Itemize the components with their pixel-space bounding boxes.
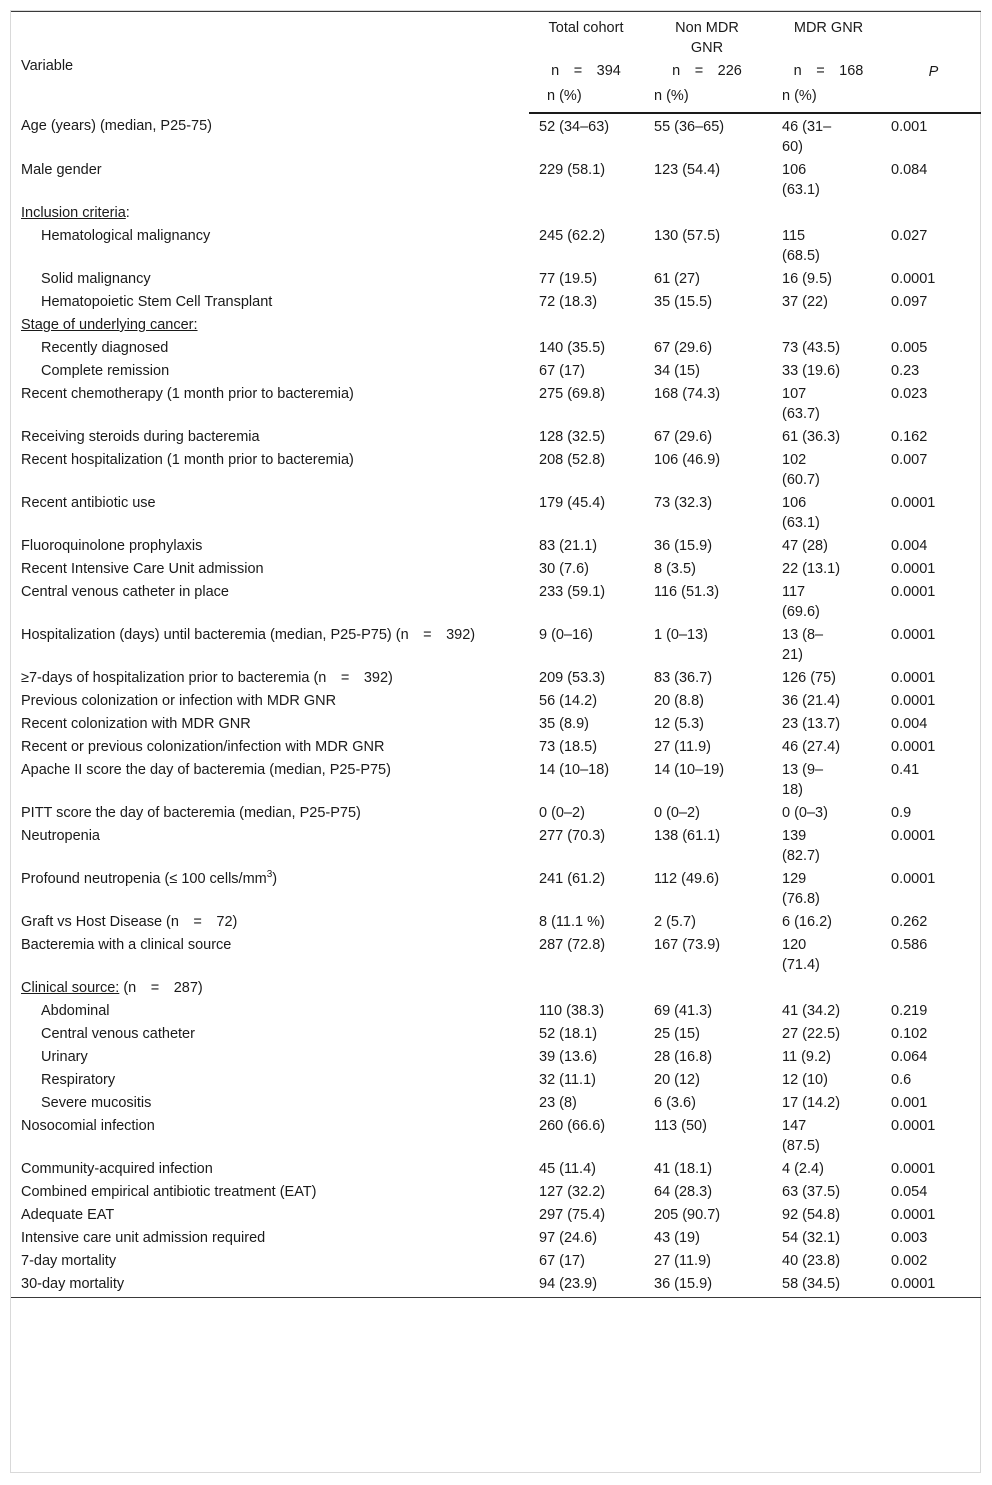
- p-value: 0.262: [891, 914, 928, 930]
- mdr-value: 47 (28): [782, 538, 828, 554]
- variable-text: Previous colonization or infection with MDR GNR: [21, 693, 337, 709]
- variable-label: [11, 736, 529, 759]
- non-mdr-value: 130 (57.5): [654, 228, 721, 244]
- variable-label: [11, 383, 529, 426]
- total-cohort-value: 287 (72.8): [539, 937, 606, 953]
- table-row: [11, 383, 981, 426]
- table-row: [11, 581, 981, 624]
- variable-label: [11, 159, 529, 202]
- header-unit-mdr: n (%): [771, 86, 886, 113]
- table-header: [11, 12, 981, 114]
- table-row: [11, 268, 981, 291]
- header-unit-non-mdr: n (%): [643, 86, 771, 113]
- variable-label: [11, 759, 529, 802]
- p-value: 0.0001: [891, 1161, 936, 1177]
- non-mdr-value: 0 (0–2): [654, 805, 700, 821]
- total-cohort-value: 52 (18.1): [539, 1026, 598, 1042]
- total-cohort-value: 56 (14.2): [539, 693, 598, 709]
- non-mdr-value: 116 (51.3): [654, 584, 720, 600]
- variable-label: [11, 1250, 529, 1273]
- variable-label: [11, 1204, 529, 1227]
- variable-text: Community-acquired infection: [21, 1161, 213, 1177]
- p-value: 0.0001: [891, 495, 936, 511]
- variable-text: Abdominal: [41, 1003, 110, 1019]
- section-title: Stage of underlying cancer:: [21, 317, 198, 333]
- variable-label: [11, 449, 529, 492]
- p-value: 0.023: [891, 386, 928, 402]
- total-cohort-value: 14 (10–18): [539, 762, 610, 778]
- mdr-value: 46 (31–60): [782, 119, 832, 155]
- variable-text: Recently diagnosed: [41, 340, 169, 356]
- variable-label: [11, 535, 529, 558]
- mdr-value: 106 (63.1): [782, 495, 820, 531]
- mdr-value: 115 (68.5): [782, 228, 820, 264]
- header-n-total: n = 394: [551, 63, 621, 79]
- table-row: [11, 426, 981, 449]
- table-row: [11, 825, 981, 868]
- p-value: 0.004: [891, 716, 928, 732]
- p-value: 0.41: [891, 762, 920, 778]
- superscript: 3: [266, 869, 273, 881]
- variable-text: Recent chemotherapy (1 month prior to bacteremia): [21, 386, 354, 402]
- non-mdr-value: 67 (29.6): [654, 429, 713, 445]
- p-value: 0.007: [891, 452, 928, 468]
- total-cohort-value: 229 (58.1): [539, 162, 606, 178]
- mdr-value: 139 (82.7): [782, 828, 820, 864]
- p-value: 0.005: [891, 340, 928, 356]
- mdr-value: 120 (71.4): [782, 937, 820, 973]
- non-mdr-value: 43 (19): [654, 1230, 700, 1246]
- table-row: [11, 934, 981, 977]
- total-cohort-value: 35 (8.9): [539, 716, 589, 732]
- non-mdr-value: 2 (5.7): [654, 914, 696, 930]
- table-row: [11, 1250, 981, 1273]
- variable-label: [11, 426, 529, 449]
- header-total-cohort: Total cohort: [529, 12, 643, 59]
- table-row: [11, 759, 981, 802]
- total-cohort-value: 72 (18.3): [539, 294, 598, 310]
- table-row: [11, 690, 981, 713]
- header-non-mdr-gnr: [643, 12, 771, 59]
- section-header-row: [11, 202, 981, 225]
- table-row: [11, 736, 981, 759]
- table-row: [11, 337, 981, 360]
- variable-label: [11, 314, 981, 337]
- mdr-value: 73 (43.5): [782, 340, 841, 356]
- section-title: Inclusion criteria: [21, 205, 126, 221]
- variable-label: [11, 1092, 529, 1115]
- variable-text: Neutropenia: [21, 828, 100, 844]
- variable-label: [11, 713, 529, 736]
- mdr-value: 0 (0–3): [782, 805, 828, 821]
- total-cohort-value: 241 (61.2): [539, 871, 606, 887]
- mdr-value: 106 (63.1): [782, 162, 820, 198]
- non-mdr-value: 205 (90.7): [654, 1207, 721, 1223]
- p-value: 0.004: [891, 538, 928, 554]
- mdr-value: 17 (14.2): [782, 1095, 841, 1111]
- table-row: [11, 1227, 981, 1250]
- mdr-value: 58 (34.5): [771, 1273, 886, 1298]
- non-mdr-value: 106 (46.9): [654, 452, 721, 468]
- non-mdr-value: 27 (11.9): [654, 1253, 711, 1269]
- variable-label: [11, 1069, 529, 1092]
- total-cohort-value: 179 (45.4): [539, 495, 606, 511]
- table-row: [11, 911, 981, 934]
- mdr-value: 11 (9.2): [782, 1049, 831, 1065]
- table-row: [11, 535, 981, 558]
- variable-label: [11, 624, 529, 667]
- total-cohort-value: 23 (8): [539, 1095, 577, 1111]
- variable-text: Severe mucositis: [41, 1095, 152, 1111]
- variable-text: Combined empirical antibiotic treatment (EAT): [21, 1184, 317, 1200]
- p-value: 0.0001: [886, 1273, 981, 1298]
- non-mdr-value: 20 (12): [654, 1072, 700, 1088]
- variable-label: [11, 802, 529, 825]
- variable-text: Hospitalization (days) until bacteremia (median, P25-P75) (n = 392): [21, 627, 476, 643]
- cohort-characteristics-table: [11, 11, 981, 1298]
- non-mdr-value: 20 (8.8): [654, 693, 704, 709]
- non-mdr-value: 69 (41.3): [654, 1003, 713, 1019]
- section-title: Clinical source:: [21, 980, 120, 996]
- p-value: 0.0001: [891, 828, 936, 844]
- p-value: 0.23: [891, 363, 920, 379]
- table-body: [11, 113, 981, 1298]
- variable-text: Complete remission: [41, 363, 170, 379]
- total-cohort-value: 9 (0–16): [539, 627, 594, 643]
- variable-label: [11, 1000, 529, 1023]
- mdr-value: 33 (19.6): [782, 363, 841, 379]
- mdr-value: 147 (87.5): [782, 1118, 820, 1154]
- total-cohort-value: 208 (52.8): [539, 452, 606, 468]
- variable-label: [11, 113, 529, 159]
- non-mdr-value: 55 (36–65): [654, 119, 725, 135]
- non-mdr-value: 25 (15): [654, 1026, 700, 1042]
- non-mdr-value: 138 (61.1): [654, 828, 721, 844]
- mdr-value: 27 (22.5): [782, 1026, 841, 1042]
- mdr-value: 107 (63.7): [782, 386, 820, 422]
- table-row: [11, 667, 981, 690]
- non-mdr-value: 113 (50): [654, 1118, 707, 1134]
- table-row: [11, 868, 981, 911]
- table-row: [11, 113, 981, 159]
- p-value: 0.0001: [891, 627, 936, 643]
- mdr-value: 13 (9–18): [782, 762, 824, 798]
- variable-text: Male gender: [21, 162, 102, 178]
- table-row: [11, 558, 981, 581]
- table-row: [11, 624, 981, 667]
- mdr-value: 61 (36.3): [782, 429, 841, 445]
- non-mdr-value: 123 (54.4): [654, 162, 721, 178]
- non-mdr-value: 8 (3.5): [654, 561, 696, 577]
- table-row: [11, 492, 981, 535]
- variable-label: [11, 558, 529, 581]
- total-cohort-value: 30 (7.6): [539, 561, 589, 577]
- non-mdr-value: 67 (29.6): [654, 340, 713, 356]
- total-cohort-value: 128 (32.5): [539, 429, 606, 445]
- total-cohort-value: 52 (34–63): [539, 119, 610, 135]
- header-non-mdr-gnr-text: Non MDR GNR: [675, 20, 739, 56]
- mdr-value: 16 (9.5): [782, 271, 832, 287]
- non-mdr-value: 83 (36.7): [654, 670, 713, 686]
- non-mdr-value: 168 (74.3): [654, 386, 721, 402]
- mdr-value: 6 (16.2): [782, 914, 832, 930]
- header-p-text: P: [928, 64, 939, 80]
- total-cohort-value: 260 (66.6): [539, 1118, 606, 1134]
- variable-text: ≥7-days of hospitalization prior to bacteremia (n = 392): [21, 670, 393, 686]
- non-mdr-value: 61 (27): [654, 271, 700, 287]
- p-value: 0.003: [891, 1230, 928, 1246]
- total-cohort-value: 32 (11.1): [539, 1072, 596, 1088]
- label-suffix: (n = 287): [119, 980, 203, 996]
- table-row: [11, 159, 981, 202]
- p-value: 0.586: [891, 937, 928, 953]
- variable-text: Profound neutropenia (≤ 100 cells/mm: [21, 871, 267, 887]
- mdr-value: 40 (23.8): [782, 1253, 841, 1269]
- table-row: [11, 802, 981, 825]
- total-cohort-value: 45 (11.4): [539, 1161, 596, 1177]
- table-row: [11, 1204, 981, 1227]
- variable-text: Receiving steroids during bacteremia: [21, 429, 260, 445]
- p-value: 0.027: [891, 228, 928, 244]
- table-row: [11, 225, 981, 268]
- non-mdr-value: 41 (18.1): [654, 1161, 713, 1177]
- p-value: 0.054: [891, 1184, 928, 1200]
- p-value: 0.064: [891, 1049, 928, 1065]
- header-unit-total: n (%): [529, 86, 643, 113]
- variable-text: Solid malignancy: [41, 271, 151, 287]
- table-row: [11, 1115, 981, 1158]
- table-row: [11, 1000, 981, 1023]
- mdr-value: 37 (22): [782, 294, 828, 310]
- variable-text: Adequate EAT: [21, 1207, 115, 1223]
- mdr-value: 23 (13.7): [782, 716, 841, 732]
- variable-label: [11, 934, 529, 977]
- mdr-value: 4 (2.4): [782, 1161, 824, 1177]
- table-row: [11, 713, 981, 736]
- total-cohort-value: 67 (17): [539, 1253, 585, 1269]
- mdr-value: 63 (37.5): [782, 1184, 841, 1200]
- total-cohort-value: 97 (24.6): [539, 1230, 598, 1246]
- variable-label: [11, 492, 529, 535]
- total-cohort-value: 127 (32.2): [539, 1184, 606, 1200]
- variable-text: Fluoroquinolone prophylaxis: [21, 538, 203, 554]
- variable-text: Hematological malignancy: [41, 228, 211, 244]
- label-suffix: :: [125, 205, 130, 221]
- p-value: 0.001: [891, 119, 928, 135]
- variable-text: Recent colonization with MDR GNR: [21, 716, 251, 732]
- mdr-value: 12 (10): [782, 1072, 828, 1088]
- section-header-row: [11, 314, 981, 337]
- mdr-value: 41 (34.2): [782, 1003, 841, 1019]
- total-cohort-value: 233 (59.1): [539, 584, 606, 600]
- table-row: [11, 1273, 981, 1298]
- variable-text: Bacteremia with a clinical source: [21, 937, 232, 953]
- p-value: 0.097: [891, 294, 928, 310]
- variable-label: [11, 868, 529, 911]
- variable-text: Intensive care unit admission required: [21, 1230, 266, 1246]
- variable-label: [11, 225, 529, 268]
- variable-label: [11, 1158, 529, 1181]
- non-mdr-value: 27 (11.9): [654, 739, 711, 755]
- total-cohort-value: 39 (13.6): [539, 1049, 598, 1065]
- label-suffix: ): [272, 871, 278, 887]
- total-cohort-value: 275 (69.8): [539, 386, 606, 402]
- variable-text: 7-day mortality: [21, 1253, 117, 1269]
- header-p-value: [886, 12, 981, 87]
- variable-label: [11, 977, 981, 1000]
- p-value: 0.0001: [891, 561, 936, 577]
- p-value: 0.219: [891, 1003, 928, 1019]
- non-mdr-value: 35 (15.5): [654, 294, 713, 310]
- total-cohort-value: 94 (23.9): [529, 1273, 643, 1298]
- total-cohort-value: 245 (62.2): [539, 228, 606, 244]
- non-mdr-value: 64 (28.3): [654, 1184, 713, 1200]
- variable-text: Recent antibiotic use: [21, 495, 156, 511]
- table-row: [11, 1023, 981, 1046]
- header-unit-p: [886, 86, 981, 113]
- variable-text: Central venous catheter in place: [21, 584, 229, 600]
- total-cohort-value: 297 (75.4): [539, 1207, 606, 1223]
- total-cohort-value: 209 (53.3): [539, 670, 606, 686]
- total-cohort-value: 67 (17): [539, 363, 585, 379]
- p-value: 0.6: [891, 1072, 912, 1088]
- mdr-value: 13 (8–21): [782, 627, 824, 663]
- table-row: [11, 1158, 981, 1181]
- variable-label: [11, 1046, 529, 1069]
- header-n-non-mdr: n = 226: [672, 63, 742, 79]
- table-row: [11, 1069, 981, 1092]
- p-value: 0.001: [891, 1095, 928, 1111]
- table-row: [11, 1092, 981, 1115]
- variable-text: Recent hospitalization (1 month prior to bacteremia): [21, 452, 354, 468]
- variable-text: Graft vs Host Disease (n = 72): [21, 914, 238, 930]
- variable-text: 30-day mortality: [21, 1276, 125, 1292]
- p-value: 0.9: [891, 805, 912, 821]
- non-mdr-value: 28 (16.8): [654, 1049, 713, 1065]
- non-mdr-value: 167 (73.9): [654, 937, 721, 953]
- variable-label: [11, 202, 981, 225]
- p-value: 0.102: [891, 1026, 928, 1042]
- variable-text: Recent or previous colonization/infection with MDR GNR: [21, 739, 385, 755]
- table-row: [11, 449, 981, 492]
- non-mdr-value: 36 (15.9): [643, 1273, 771, 1298]
- variable-text: Nosocomial infection: [21, 1118, 155, 1134]
- variable-label: [11, 1227, 529, 1250]
- variable-label: [11, 1273, 529, 1298]
- non-mdr-value: 36 (15.9): [654, 538, 713, 554]
- non-mdr-value: 34 (15): [654, 363, 700, 379]
- variable-label: [11, 291, 529, 314]
- variable-text: Apache II score the day of bacteremia (median, P25-P75): [21, 762, 391, 778]
- p-value: 0.0001: [891, 584, 936, 600]
- p-value: 0.0001: [891, 1118, 936, 1134]
- total-cohort-value: 83 (21.1): [539, 538, 598, 554]
- p-value: 0.0001: [891, 693, 936, 709]
- non-mdr-value: 73 (32.3): [654, 495, 713, 511]
- variable-label: [11, 1115, 529, 1158]
- mdr-value: 117 (69.6): [782, 584, 820, 620]
- section-header-row: [11, 977, 981, 1000]
- mdr-value: 126 (75): [782, 670, 837, 686]
- variable-label: [11, 1023, 529, 1046]
- total-cohort-value: 77 (19.5): [539, 271, 598, 287]
- p-value: 0.0001: [891, 271, 936, 287]
- mdr-value: 102 (60.7): [782, 452, 820, 488]
- p-value: 0.162: [891, 429, 928, 445]
- variable-label: [11, 667, 529, 690]
- header-n-mdr: n = 168: [793, 63, 864, 79]
- p-value: 0.084: [891, 162, 928, 178]
- variable-text: Age (years) (median, P25-75): [21, 118, 212, 134]
- header-variable: Variable: [11, 12, 529, 114]
- header-mdr-gnr: MDR GNR: [771, 12, 886, 59]
- variable-label: [11, 911, 529, 934]
- table-row: [11, 291, 981, 314]
- variable-label: [11, 690, 529, 713]
- variable-label: [11, 1181, 529, 1204]
- mdr-value: 22 (13.1): [782, 561, 841, 577]
- non-mdr-value: 14 (10–19): [654, 762, 725, 778]
- non-mdr-value: 1 (0–13): [654, 627, 709, 643]
- variable-label: [11, 825, 529, 868]
- variable-text: Hematopoietic Stem Cell Transplant: [41, 294, 273, 310]
- total-cohort-value: 110 (38.3): [539, 1003, 605, 1019]
- variable-text: Central venous catheter: [41, 1026, 195, 1042]
- total-cohort-value: 140 (35.5): [539, 340, 606, 356]
- total-cohort-value: 277 (70.3): [539, 828, 606, 844]
- p-value: 0.0001: [891, 739, 936, 755]
- non-mdr-value: 112 (49.6): [654, 871, 720, 887]
- p-value: 0.002: [891, 1253, 928, 1269]
- non-mdr-value: 6 (3.6): [654, 1095, 696, 1111]
- non-mdr-value: 12 (5.3): [654, 716, 704, 732]
- table-row: [11, 360, 981, 383]
- mdr-value: 36 (21.4): [782, 693, 841, 709]
- p-value: 0.0001: [891, 1207, 936, 1223]
- mdr-value: 129 (76.8): [782, 871, 820, 907]
- mdr-value: 46 (27.4): [782, 739, 841, 755]
- table-row: [11, 1181, 981, 1204]
- variable-text: Recent Intensive Care Unit admission: [21, 561, 264, 577]
- variable-label: [11, 581, 529, 624]
- mdr-value: 92 (54.8): [782, 1207, 841, 1223]
- variable-label: [11, 268, 529, 291]
- table-row: [11, 1046, 981, 1069]
- variable-text: Respiratory: [41, 1072, 116, 1088]
- p-value: 0.0001: [891, 670, 936, 686]
- total-cohort-value: 8 (11.1 %): [539, 914, 605, 930]
- mdr-value: 54 (32.1): [782, 1230, 841, 1246]
- variable-label: [11, 360, 529, 383]
- variable-text: Urinary: [41, 1049, 88, 1065]
- p-value: 0.0001: [891, 871, 936, 887]
- variable-text: PITT score the day of bacteremia (median, P25-P75): [21, 805, 361, 821]
- variable-label: [11, 337, 529, 360]
- total-cohort-value: 0 (0–2): [539, 805, 585, 821]
- total-cohort-value: 73 (18.5): [539, 739, 598, 755]
